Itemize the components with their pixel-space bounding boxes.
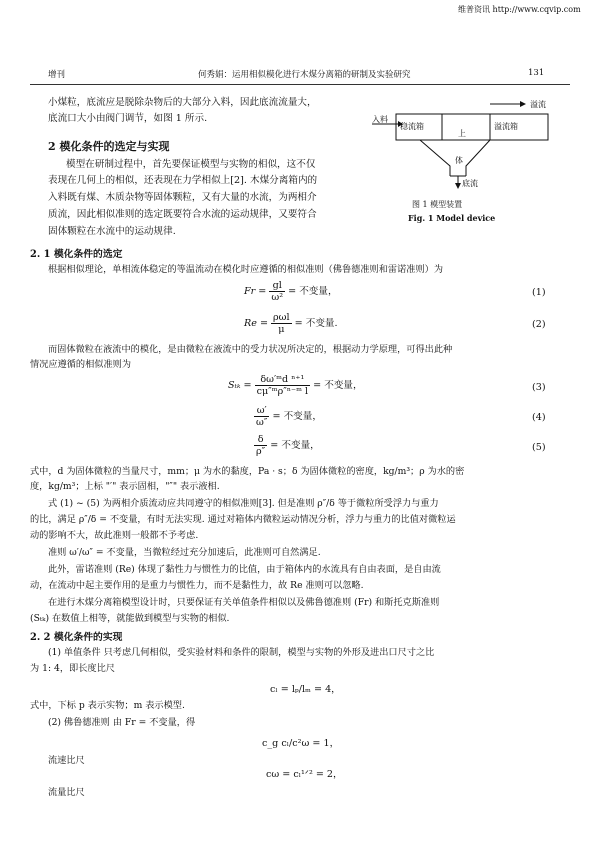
equation-4: [254, 405, 322, 428]
eq4-numerator: ω′: [254, 405, 269, 417]
sec21-para-5: 准则 ω′/ω″ = 不变量，当微粒经过充分加速后，此准则可自然满足.: [48, 547, 321, 558]
equation-length-scale: cₗ = lₚ/lₘ = 4，: [270, 684, 341, 695]
sec21-para-3b: 度，kg/m³；上标 "′" 表示固相，"″" 表示液相.: [30, 481, 220, 492]
eq5-numerator: δ: [254, 434, 267, 446]
eq5-denominator: ρ″: [256, 446, 266, 457]
page-number: 131: [528, 68, 545, 78]
eq1-numerator: gl: [269, 280, 285, 292]
running-header-title: 何秀娟：运用相似模化进行木煤分离箱的研制及实验研究: [198, 70, 411, 80]
watermark: 维普资讯 http://www.cqvip.com: [458, 5, 581, 14]
intro-line-2: 底流口大小由阀门调节，如图 1 所示.: [48, 113, 208, 124]
sec21-para-6b: 动，在流动中起主要作用的是重力与惯性力，而不是黏性力，故 Re 准则可以忽略.: [30, 580, 364, 591]
eq2-rhs: = 不变量.: [294, 318, 338, 329]
eq2-number: (2): [532, 319, 546, 330]
overflow-box-label: 溢流箱: [494, 122, 518, 131]
sec21-para-4b: 的比，满足 ρ″/δ = 不变量，有时无法实现. 通过对箱体内微粒运动情况分析，浮力与重力的比值对微粒运: [30, 514, 456, 525]
sec21-para-1: 根据相似理论，单相流体稳定的等温流动在模化时应遵循的相似准则（佛鲁德准则和雷诺准则）为: [48, 264, 444, 275]
eq1-number: (1): [532, 287, 546, 298]
sec21-para-7b: (Sₜₖ) 在数值上相等，就能做到模型与实物的相似.: [30, 613, 230, 624]
sec22-para-1b: 为 1: 4，即长度比尺: [30, 663, 115, 674]
sec22-para-4: 流速比尺: [48, 755, 85, 766]
eq5-rhs: = 不变量，: [270, 440, 320, 451]
overflow-label: 溢流: [530, 100, 546, 109]
eq2-denominator: μ: [278, 324, 285, 335]
eq4-rhs: = 不变量，: [272, 411, 322, 422]
sec22-para-2: 式中，下标 p 表示实物；m 表示模型.: [30, 700, 185, 711]
sec22-para-3: (2) 佛鲁德准则 由 Fr = 不变量，得: [48, 717, 196, 728]
figure-caption-cn: 图 1 模型装置: [412, 200, 463, 209]
equation-3: Sₜₖ = $\frac{\text{δω′ᵐd ⁿ⁺¹}}{\text{cμ″ᵐρ″ⁿ⁻ᵐ l}}$ = 不变量，: [228, 374, 363, 397]
sec2-line-1: 模型在研制过程中，首先要保证模型与实物的相似，这不仅: [66, 159, 316, 170]
equation-2: Re = $\frac{\text{ρωl}}{\mu}$ = 不变量.: [244, 312, 338, 335]
eq5-number: (5): [532, 442, 546, 453]
inlet-label: 入料: [372, 115, 388, 124]
sec2-line-5: 固体颗粒在水流中的运动规律.: [48, 226, 176, 237]
equation-1: Fr = $\frac{gl}{\text{ω²}}$ = 不变量，: [244, 280, 338, 303]
eq1-lhs: Fr: [244, 286, 256, 297]
sec21-para-2a: 而固体微粒在液流中的模化，是由微粒在液流中的受力状况所决定的，根据动力学原理，可得出此种: [48, 344, 453, 355]
sec2-line-3: 入料既有煤、木质杂物等固体颗粒，又有大量的水流，为两相介: [48, 192, 317, 203]
sec22-para-1a: (1) 单值条件 只考虑几何相似，受实验材料和条件的限制，模型与实物的外形及进出口尺寸之比: [48, 647, 435, 658]
eq4-denominator: ω″: [256, 417, 268, 428]
eq3-numerator: δω′ᵐd ⁿ⁺¹: [255, 374, 311, 386]
sec21-para-4c: 动的影响不大，故此准则一般都不予考虑.: [30, 530, 199, 541]
sec21-para-4a: 式 (1) ~ (5) 为两相介质流动应共同遵守的相似准则[3]. 但是准则 ρ″/δ 等于微粒所受浮力与重力: [48, 498, 439, 509]
sec2-line-2: 表现在几何上的相似，还表现在力学相似上[2]. 木煤分离箱内的: [48, 175, 318, 186]
header-rule: [30, 84, 570, 85]
equation-velocity-scale: cω = cₗ¹ᐟ² = 2，: [266, 769, 343, 780]
lower-body-label: 体: [455, 156, 463, 165]
eq4-number: (4): [532, 412, 546, 423]
eq3-number: (3): [532, 382, 546, 393]
figure-caption-en: Fig. 1 Model device: [408, 213, 496, 223]
eq3-denominator: cμ″ᵐρ″ⁿ⁻ᵐ l: [256, 386, 309, 397]
intro-line-1: 小煤粒，底流应是脱除杂物后的大部分入料，因此底流流量大，: [48, 97, 317, 108]
underflow-label: 底流: [462, 179, 478, 188]
stilling-box-label: 稳流箱: [400, 122, 424, 131]
section-2-1-title: 2. 1 模化条件的选定: [30, 249, 123, 260]
eq2-numerator: ρωl: [273, 312, 290, 323]
sec2-line-4: 质流，因此相似准则的选定既要符合水流的运动规律，又要符合: [48, 209, 317, 220]
eq1-rhs: = 不变量，: [288, 286, 338, 297]
running-header-left: 增刊: [48, 70, 66, 80]
eq2-lhs: Re: [244, 318, 257, 329]
sec22-para-5: 流量比尺: [48, 787, 85, 798]
eq3-lhs: Sₜₖ: [228, 380, 241, 391]
section-2-title: 2 模化条件的选定与实现: [48, 140, 170, 153]
eq1-denominator: ω²: [271, 292, 284, 303]
sec21-para-7a: 在进行木煤分离箱模型设计时，只要保证有关单值条件相似以及佛鲁德准则 (Fr) 和斯托克斯准则: [48, 597, 440, 608]
equation-5: [254, 434, 320, 457]
equation-froude: c_g cₗ/c²ω = 1，: [262, 738, 340, 749]
sec21-para-2b: 情况应遵循的相似准则为: [30, 359, 132, 370]
section-2-2-title: 2. 2 模化条件的实现: [30, 632, 123, 643]
eq3-rhs: = 不变量，: [313, 380, 363, 391]
sec21-para-3a: 式中，d 为固体微粒的当量尺寸，mm；μ 为水的黏度，Pa · s；δ 为固体微粒的密度，kg/m³；ρ 为水的密: [30, 466, 465, 477]
upper-body-label: 上: [458, 129, 466, 138]
sec21-para-6a: 此外，雷诺准则 (Re) 体现了黏性力与惯性力的比值，由于箱体内的水流具有自由表面，是自由流: [48, 564, 441, 575]
